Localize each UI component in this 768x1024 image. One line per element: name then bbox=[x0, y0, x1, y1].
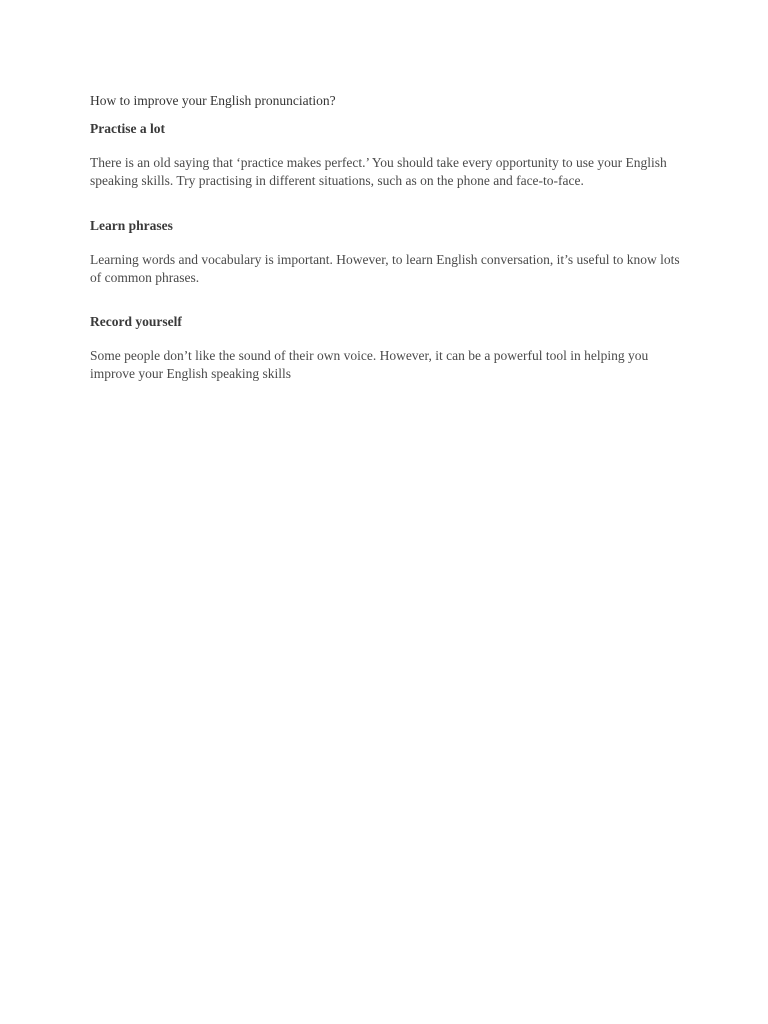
section-body-practise: There is an old saying that ‘practice makes perfect.’ You should take every opportunity to use your English speaking skills. Try practising in different situations, such as on the phone and face-to-face. bbox=[90, 155, 667, 188]
section-heading-record: Record yourself bbox=[90, 314, 182, 329]
document-page bbox=[90, 92, 690, 381]
section-heading-phrases: Learn phrases bbox=[90, 218, 173, 233]
section-body-record: Some people don’t like the sound of their own voice. However, it can be a powerful tool in helping you improve your English speaking skills bbox=[90, 348, 649, 381]
section-heading-practise: Practise a lot bbox=[90, 121, 165, 136]
document-title: How to improve your English pronunciation? bbox=[90, 93, 336, 108]
section-body-phrases: Learning words and vocabulary is important. However, to learn English conversation, it’s useful to know lots of common phrases. bbox=[90, 252, 680, 285]
